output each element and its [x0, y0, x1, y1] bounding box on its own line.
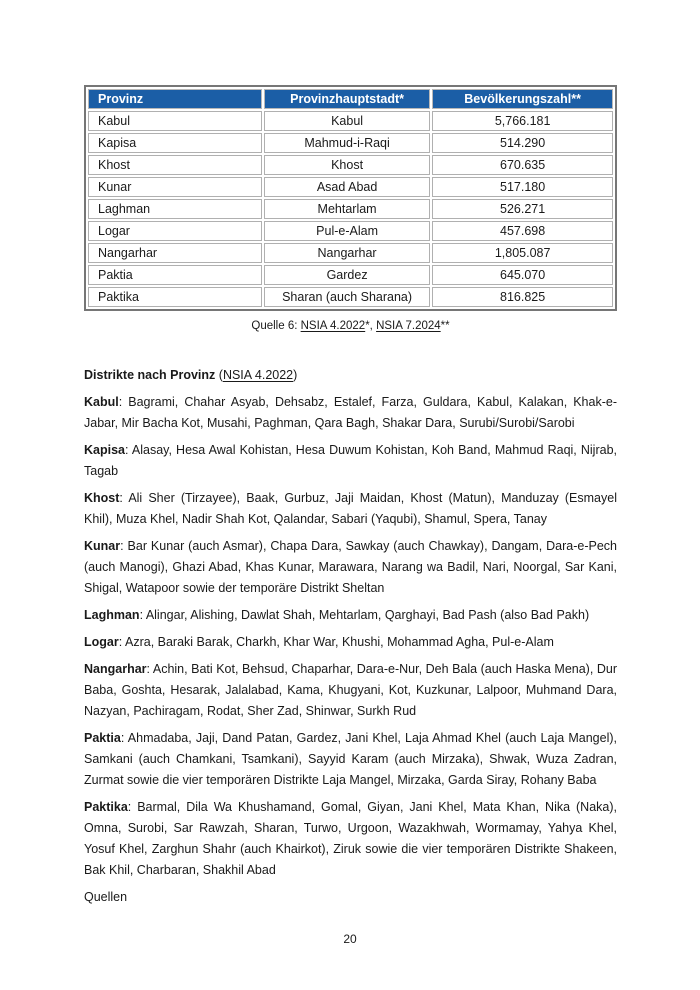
table-caption	[84, 320, 617, 332]
districts-heading-close-paren: )	[293, 368, 298, 382]
province-label: Kabul	[84, 395, 119, 409]
district-paragraph-laghman: Laghman: Alingar, Alishing, Dawlat Shah, Mehtarlam, Qarghayi, Bad Pash (also Bad Pakh)	[84, 608, 590, 622]
province-label: Logar	[84, 635, 119, 649]
table-head	[88, 89, 613, 109]
province-label: Nangarhar	[84, 662, 147, 676]
table-cell: Paktika	[88, 287, 262, 307]
table-row	[88, 265, 613, 285]
province-label: Paktika	[84, 800, 128, 814]
table-header-row	[88, 89, 613, 109]
province-population-table	[84, 85, 617, 311]
table-cell: 645.070	[432, 265, 613, 285]
table-cell: Nangarhar	[264, 243, 430, 263]
district-paragraph-paktia: Paktia: Ahmadaba, Jaji, Dand Patan, Gardez, Jani Khel, Laja Ahmad Khel (auch Laja Mangel), Samkani (auch Chamkani, Tsamkani), Sayyid Karam (auch Mirzaka), Shwak, Wuza Zadran, Zurmat sowie die vier temporären Distrikte Laja Mangel, Mirzaka, Garda Siray, Rohany Baba	[84, 731, 617, 787]
table-row	[88, 199, 613, 219]
table-cell: Pul-e-Alam	[264, 221, 430, 241]
table-row	[88, 243, 613, 263]
table-cell: Kunar	[88, 177, 262, 197]
table-cell: 526.271	[432, 199, 613, 219]
table-cell: 670.635	[432, 155, 613, 175]
district-paragraph-logar: Logar: Azra, Baraki Barak, Charkh, Khar War, Khushi, Mohammad Agha, Pul-e-Alam	[84, 635, 554, 649]
table-cell: Kabul	[264, 111, 430, 131]
column-header-1: Provinzhauptstadt*	[264, 89, 430, 109]
districts-section	[84, 392, 617, 881]
table-cell: Mahmud-i-Raqi	[264, 133, 430, 153]
district-paragraph-kapisa: Kapisa: Alasay, Hesa Awal Kohistan, Hesa Duwum Kohistan, Koh Band, Mahmud Raqi, Nijrab, Tagab	[84, 443, 617, 478]
table-cell: Khost	[264, 155, 430, 175]
table-cell: Sharan (auch Sharana)	[264, 287, 430, 307]
caption-link-nsia-2024[interactable]: NSIA 7.2024	[376, 320, 441, 332]
districts-heading-link-nsia-2022[interactable]: NSIA 4.2022	[222, 368, 294, 382]
table-cell: 5,766.181	[432, 111, 613, 131]
table-body	[88, 111, 613, 307]
district-paragraph-kunar: Kunar: Bar Kunar (auch Asmar), Chapa Dara, Sawkay (auch Chawkay), Dangam, Dara-e-Pech (auch Manogi), Ghazi Abad, Khas Kunar, Marawara, Narang wa Badil, Nari, Noorgal, Sar Kani, Shigal, Watapoor sowie der temporäre Distrikt Sheltan	[84, 539, 617, 595]
quellen-label: Quellen	[84, 890, 128, 904]
district-paragraph-kabul: Kabul: Bagrami, Chahar Asyab, Dehsabz, Estalef, Farza, Guldara, Kabul, Kalakan, Khak-e-Jabar, Mir Bacha Kot, Musahi, Paghman, Qara Bagh, Shakar Dara, Surubi/Surobi/Sarobi	[84, 395, 617, 430]
table-cell: Kabul	[88, 111, 262, 131]
table-cell: Mehtarlam	[264, 199, 430, 219]
column-header-2: Bevölkerungszahl**	[432, 89, 613, 109]
column-header-0: Provinz	[88, 89, 262, 109]
caption-prefix: Quelle 6:	[251, 320, 301, 332]
caption-mid: *,	[365, 320, 377, 332]
province-label: Khost	[84, 491, 120, 505]
table-cell: 1,805.087	[432, 243, 613, 263]
page-number: 20	[343, 932, 357, 946]
caption-suffix: **	[440, 320, 450, 332]
table-cell: Asad Abad	[264, 177, 430, 197]
districts-heading	[84, 365, 617, 386]
table-cell: 457.698	[432, 221, 613, 241]
table-cell: Paktia	[88, 265, 262, 285]
districts-heading-title: Distrikte nach Provinz	[84, 368, 216, 382]
province-label: Laghman	[84, 608, 140, 622]
table-cell: 517.180	[432, 177, 613, 197]
table-row	[88, 133, 613, 153]
table-cell: Logar	[88, 221, 262, 241]
table-cell: Nangarhar	[88, 243, 262, 263]
district-paragraph-paktika: Paktika: Barmal, Dila Wa Khushamand, Gomal, Giyan, Jani Khel, Mata Khan, Nika (Naka), Omna, Surobi, Sar Rawzah, Sharan, Turwo, Urgoon, Wazakhwah, Wormamay, Yahya Khel, Yosuf Khel, Zarghun Shahr (auch Khairkot), Ziruk sowie die vier temporären Distrikte Shakeen, Bak Khil, Charbaran, Shakhil Abad	[84, 800, 617, 877]
table-row	[88, 177, 613, 197]
table-cell: 816.825	[432, 287, 613, 307]
table-cell: 514.290	[432, 133, 613, 153]
districts-heading-open-paren: (	[215, 368, 223, 382]
table-row	[88, 111, 613, 131]
table-row	[88, 221, 613, 241]
table-row	[88, 155, 613, 175]
table-cell: Kapisa	[88, 133, 262, 153]
province-label: Paktia	[84, 731, 121, 745]
table-cell: Khost	[88, 155, 262, 175]
district-paragraph-nangarhar: Nangarhar: Achin, Bati Kot, Behsud, Chaparhar, Dara-e-Nur, Deh Bala (auch Haska Mena), Dur Baba, Goshta, Hesarak, Jalalabad, Kama, Khugyani, Kot, Kuzkunar, Lalpoor, Muhmand Dara, Nazyan, Pachiragam, Rodat, Sher Zad, Shinwar, Surkh Rud	[84, 662, 617, 718]
district-paragraph-khost: Khost: Ali Sher (Tirzayee), Baak, Gurbuz, Jaji Maidan, Khost (Matun), Manduzay (Esmayel Khil), Muza Khel, Nadir Shah Kot, Qalandar, Sabari (Yaqubi), Shamul, Spera, Tanay	[84, 491, 617, 526]
province-label: Kapisa	[84, 443, 125, 457]
table-cell: Gardez	[264, 265, 430, 285]
table-row	[88, 287, 613, 307]
province-label: Kunar	[84, 539, 121, 553]
table-cell: Laghman	[88, 199, 262, 219]
caption-link-nsia-2022[interactable]: NSIA 4.2022	[300, 320, 366, 332]
